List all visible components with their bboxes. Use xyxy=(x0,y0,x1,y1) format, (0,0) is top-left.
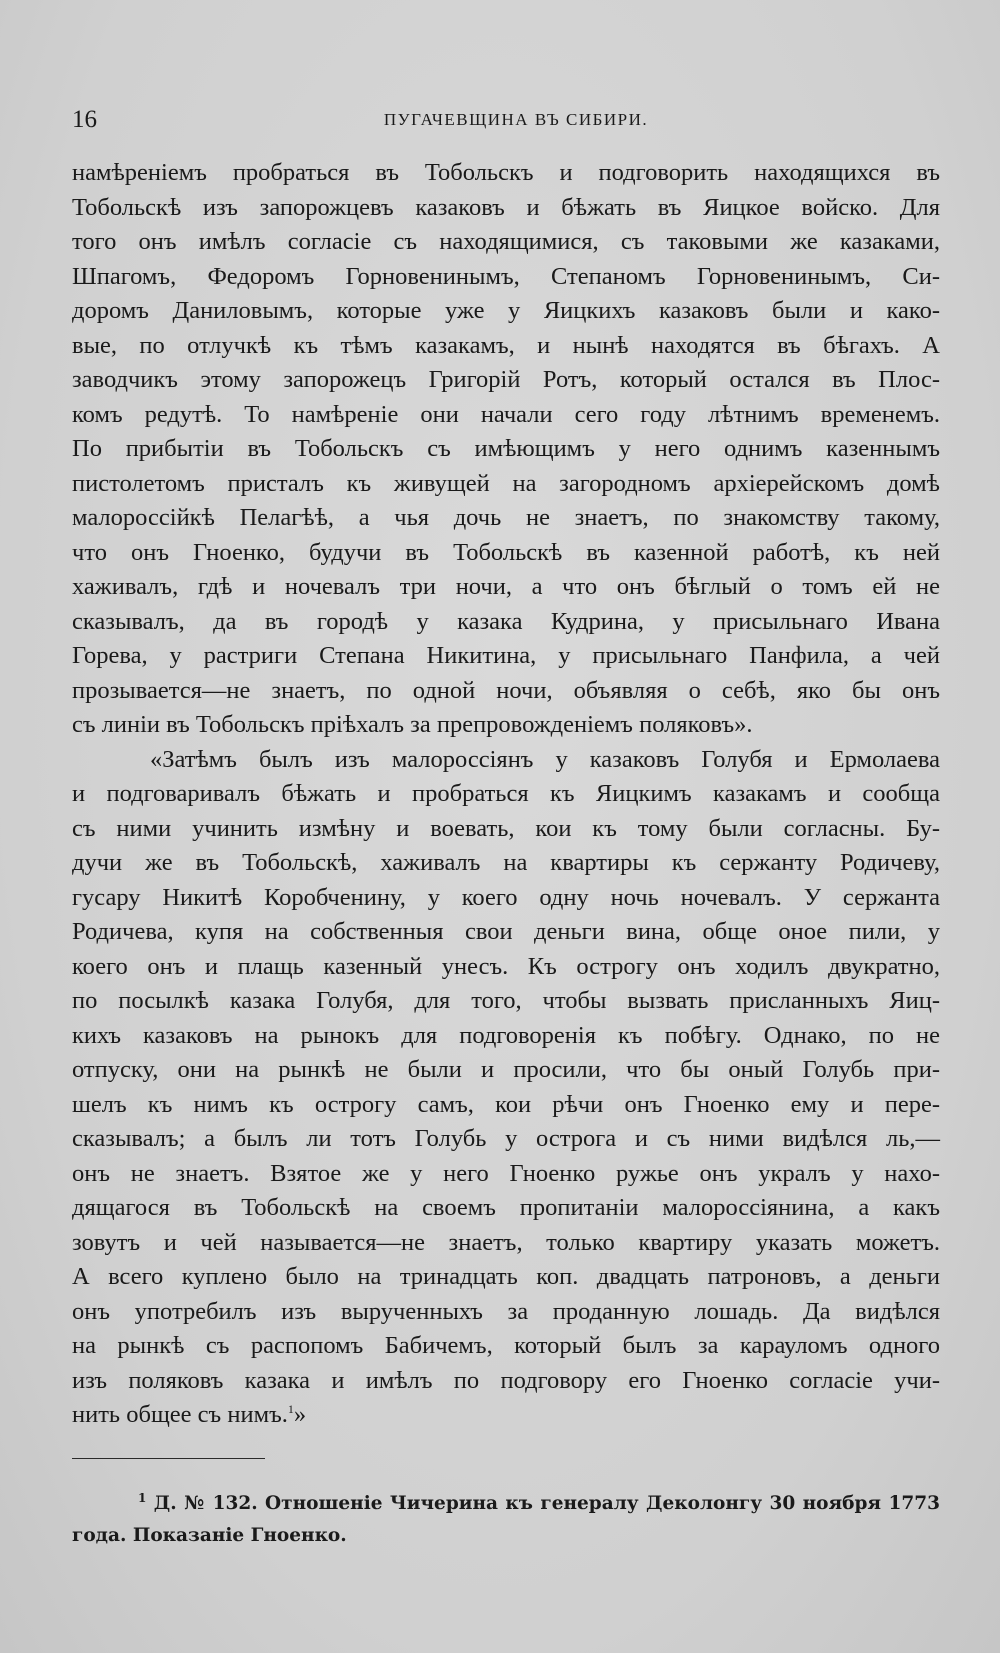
text-line: прозывается—не знаетъ, по одной ночи, объявляя о себѣ, яко бы онъ xyxy=(72,676,940,704)
text-line: съ линіи въ Тобольскъ пріѣхалъ за препровожденіемъ поляковъ». xyxy=(72,711,753,738)
footnote-line xyxy=(72,1488,940,1520)
text-line: на рынкѣ съ распопомъ Бабичемъ, который былъ за карауломъ одного xyxy=(72,1332,940,1359)
text-line: кихъ казаковъ на рынокъ для подговоренія къ побѣгу. Однако, по не xyxy=(72,1021,940,1049)
text-line: что онъ Гноенко, будучи въ Тобольскѣ въ казенной работѣ, къ ней xyxy=(72,538,940,566)
paragraph-start-line: «Затѣмъ былъ изъ малороссіянъ у казаковъ Голубя и Ермолаева xyxy=(150,745,940,773)
footnote xyxy=(72,1488,940,1552)
text-line: вые, по отлучкѣ къ тѣмъ казакамъ, и нынѣ находятся въ бѣгахъ. А xyxy=(72,331,940,359)
page-number: 16 xyxy=(72,106,97,133)
text-line: зовутъ и чей называется—не знаетъ, только квартиру указать можетъ. xyxy=(72,1228,940,1256)
text-line: сказывалъ; а былъ ли тотъ Голубь у острога и съ ними видѣлся ль,— xyxy=(72,1125,940,1152)
footnote-marker: 1 xyxy=(138,1490,147,1505)
text-line: съ ними учинить измѣну и воевать, кои къ тому были согласны. Бу- xyxy=(72,814,940,842)
footnote-text-1: Д. № 132. Отношеніе Чичерина къ генералу Деколонгу 30 ноября 1773 xyxy=(153,1493,940,1514)
text-line: доромъ Даниловымъ, которые уже у Яицкихъ казаковъ были и како- xyxy=(72,297,940,324)
text-line: и подговаривалъ бѣжать и пробраться къ Яицкимъ казакамъ и сообща xyxy=(72,780,940,807)
running-head xyxy=(72,106,940,136)
text-line: заводчикъ этому запорожецъ Григорій Ротъ, который остался въ Плос- xyxy=(72,366,940,393)
text-line: пистолетомъ присталъ къ живущей на загородномъ архіерейскомъ домѣ xyxy=(72,469,940,497)
footnote-reference[interactable]: 1 xyxy=(287,1401,294,1416)
text-line: отпуску, они на рынкѣ не были и просили, что бы оный Голубь при- xyxy=(72,1056,940,1083)
text-line: Горева, у растриги Степана Никитина, у присыльнаго Панфила, а чей xyxy=(72,642,940,669)
text-line: по посылкѣ казака Голубя, для того, чтобы вызвать присланныхъ Яиц- xyxy=(72,987,940,1014)
running-title: ПУГАЧЕВЩИНА ВЪ СИБИРИ. xyxy=(383,110,649,129)
text-line: сказывалъ, да въ городѣ у казака Кудрина, у присыльнаго Ивана xyxy=(72,607,940,635)
text-line: хаживалъ, гдѣ и ночевалъ три ночи, а что онъ бѣглый о томъ ей не xyxy=(72,573,940,600)
text-line: коего онъ и плащь казенный унесъ. Къ острогу онъ ходилъ двукратно, xyxy=(72,952,940,980)
footnote-rule xyxy=(72,1458,265,1459)
final-line-text: нить общее съ нимъ. xyxy=(72,1401,288,1428)
text-line: По прибытіи въ Тобольскъ съ имѣющимъ у него однимъ казеннымъ xyxy=(72,435,940,462)
body-text xyxy=(72,156,940,1433)
text-line: Шпагомъ, Федоромъ Горновенинымъ, Степаномъ Горновенинымъ, Си- xyxy=(72,262,940,290)
text-line: Родичева, купя на собственныя свои деньги вина, обще оное пили, у xyxy=(72,918,940,945)
text-line: того онъ имѣлъ согласіе съ находящимися, съ таковыми же казаками, xyxy=(72,228,940,255)
text-line: дящагося въ Тобольскѣ на своемъ пропитаніи малороссіянина, а какъ xyxy=(72,1194,940,1221)
text-line: онъ употребилъ изъ вырученныхъ за проданную лошадь. Да видѣлся xyxy=(72,1297,940,1325)
text-line: малороссійкѣ Пелагѣѣ, а чья дочь не знаетъ, по знакомству такому, xyxy=(72,504,940,531)
text-line: намѣреніемъ пробраться въ Тобольскъ и подговорить находящихся въ xyxy=(72,159,940,186)
text-line-final xyxy=(72,1398,940,1433)
text-line: гусару Никитѣ Коробченину, у коего одну ночь ночевалъ. У сержанта xyxy=(72,883,940,911)
text-line: изъ поляковъ казака и имѣлъ по подговору его Гноенко согласіе учи- xyxy=(72,1366,940,1394)
text-line: шелъ къ нимъ къ острогу самъ, кои рѣчи онъ Гноенко ему и пере- xyxy=(72,1090,940,1118)
text-line: дучи же въ Тобольскѣ, хаживалъ на квартиры къ сержанту Родичеву, xyxy=(72,849,940,876)
text-line: Тобольскѣ изъ запорожцевъ казаковъ и бѣжать въ Яицкое войско. Для xyxy=(72,193,940,221)
text-line: А всего куплено было на тринадцать коп. двадцать патроновъ, а деньги xyxy=(72,1263,940,1290)
text-line: комъ редутѣ. То намѣреніе они начали сего году лѣтнимъ временемъ. xyxy=(72,400,940,428)
footnote-line: года. Показаніе Гноенко. xyxy=(72,1525,347,1546)
closing-quote: » xyxy=(293,1401,307,1428)
text-line: онъ не знаетъ. Взятое же у него Гноенко ружье онъ укралъ у нахо- xyxy=(72,1159,940,1187)
